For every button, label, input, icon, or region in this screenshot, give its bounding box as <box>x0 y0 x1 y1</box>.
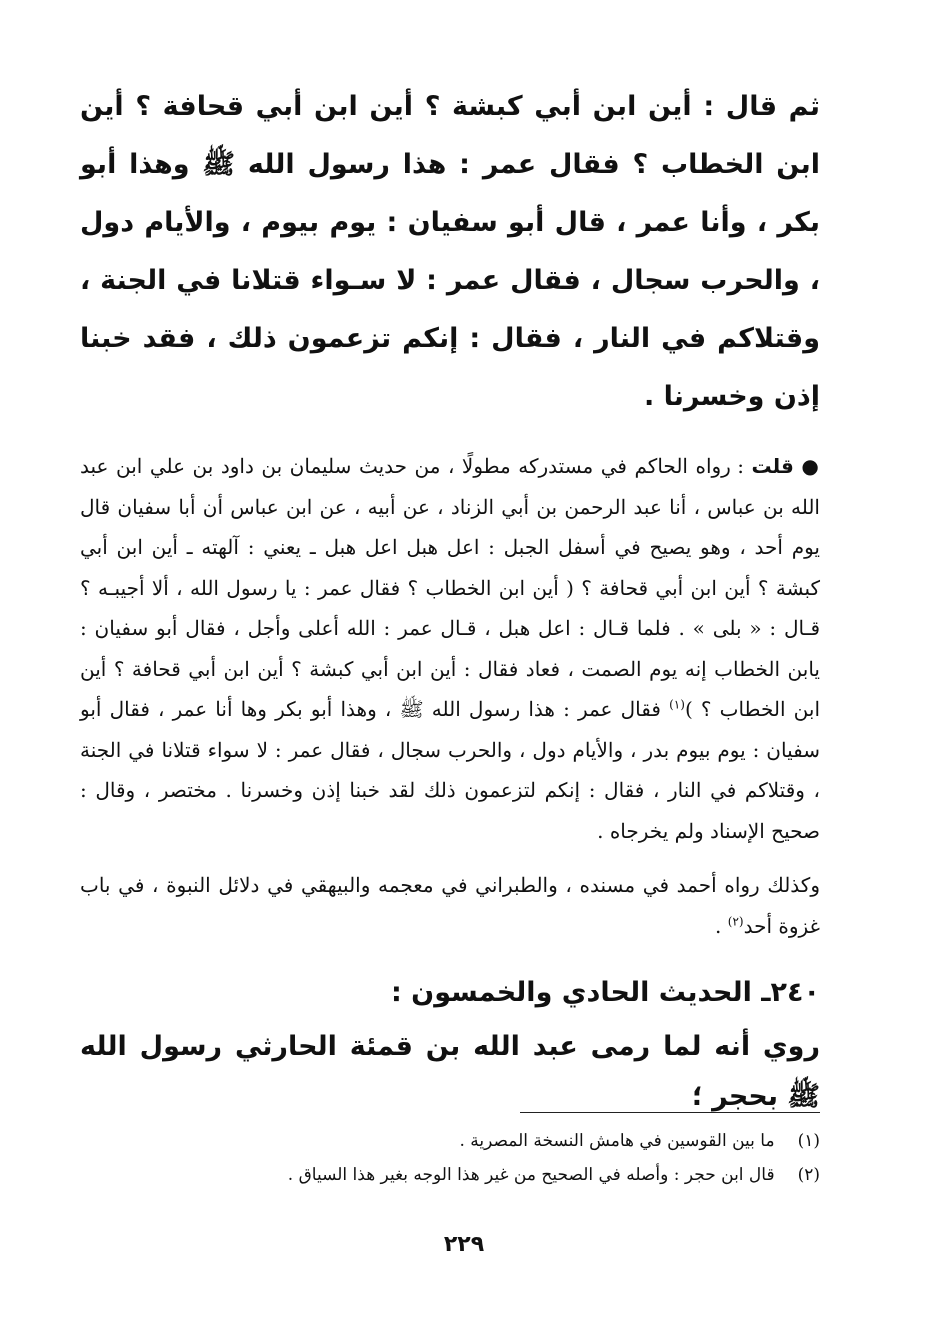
footnote-ref-1[interactable]: (١) <box>669 697 685 712</box>
footnote-ref-2[interactable]: (٢) <box>727 913 744 928</box>
also-narrated-paragraph <box>80 865 820 946</box>
commentary-text-a: : رواه الحاكم في مستدركه مطولًا ، من حديث سليمان بن داود بن علي ابن عبد الله بن عباس ، أنا عبد الرحمن بن أبي الزناد ، عن أبيه ، عن ابن عباس أن أبا سفيان قال يوم أحد ، وهو يصيح في أسفل الجبل : اعل هبل اعل هبل ـ يعني : آلهته ـ أين ابن أبي كبشة ؟ أين ابن أبي قحافة ؟ ( أين ابن الخطاب ؟ فقال عمر : يا رسول الله ، ألا أجيبـه ؟ قـال : « بلى » . فلما قـال : اعل هبل ، قـال عمر : الله أعلى وأجل ، فقال أبو سفيان : يابن الخطاب إنه يوم الصمت ، فعاد فقال : أين ابن أبي كبشة ؟ أين ابن أبي قحافة ؟ أين ابن الخطاب ؟ ) <box>80 454 821 721</box>
commentary-paragraph <box>80 446 820 851</box>
also-narrated-text: وكذلك رواه أحمد في مسنده ، والطبراني في معجمه والبيهقي في دلائل النبوة ، في باب غزوة أحد <box>80 873 820 938</box>
page-content <box>80 78 820 1122</box>
footnote-divider <box>520 1112 820 1113</box>
bullet-icon: ● <box>801 454 821 478</box>
next-hadith-heading: ٢٤٠ـ الحديث الحادي والخمسون : <box>390 977 820 1008</box>
footnote-number: (١) <box>797 1131 820 1151</box>
footnote-text: ما بين القوسين في هامش النسخة المصرية . <box>459 1131 775 1151</box>
also-narrated-end: . <box>715 913 722 938</box>
footnote-2 <box>100 1158 820 1192</box>
footnotes <box>100 1112 820 1192</box>
next-hadith-text: روي أنه لما رمى عبد الله بن قمئة الحارثي رسول الله ﷺ بحجر ؛ <box>80 1031 820 1112</box>
hadith-text: ثم قال : أين ابن أبي كبشة ؟ أين ابن أبي قحافة ؟ أين ابن الخطاب ؟ فقال عمر : هذا رسول الله ﷺ وهذا أبو بكر ، وأنا عمر ، قال أبو سفيان : يوم بيوم ، والأيام دول ، والحرب سجال ، فقال عمر : لا سـواء قتلانا في الجنة ، وقتلاكم في النار ، فقال : إنكم تزعمون ذلك ، فقد خبنا إذن وخسرنا . <box>80 91 820 412</box>
commentary-lead: قلت <box>751 454 794 478</box>
footnote-1 <box>100 1124 820 1158</box>
footnote-text: قال ابن حجر : وأصله في الصحيح من غير هذا الوجه بغير هذا السياق . <box>287 1165 775 1185</box>
page-number: ٢٢٩ <box>443 1232 485 1257</box>
commentary-text-b: فقال عمر : هذا رسول الله ﷺ ، وهذا أبو بكر وها أنا عمر ، فقال أبو سفيان : يوم بيوم بدر ، والأيام دول ، والحرب سجال ، فقال عمر : لا سواء قتلانا في الجنة ، وقتلاكم في النار ، فقال : إنكم لتزعمون ذلك لقد خبنا إذن وخسرنا . مختصر ، وقال : صحيح الإسناد ولم يخرجاه . <box>80 697 820 843</box>
footnote-number: (٢) <box>797 1165 820 1185</box>
